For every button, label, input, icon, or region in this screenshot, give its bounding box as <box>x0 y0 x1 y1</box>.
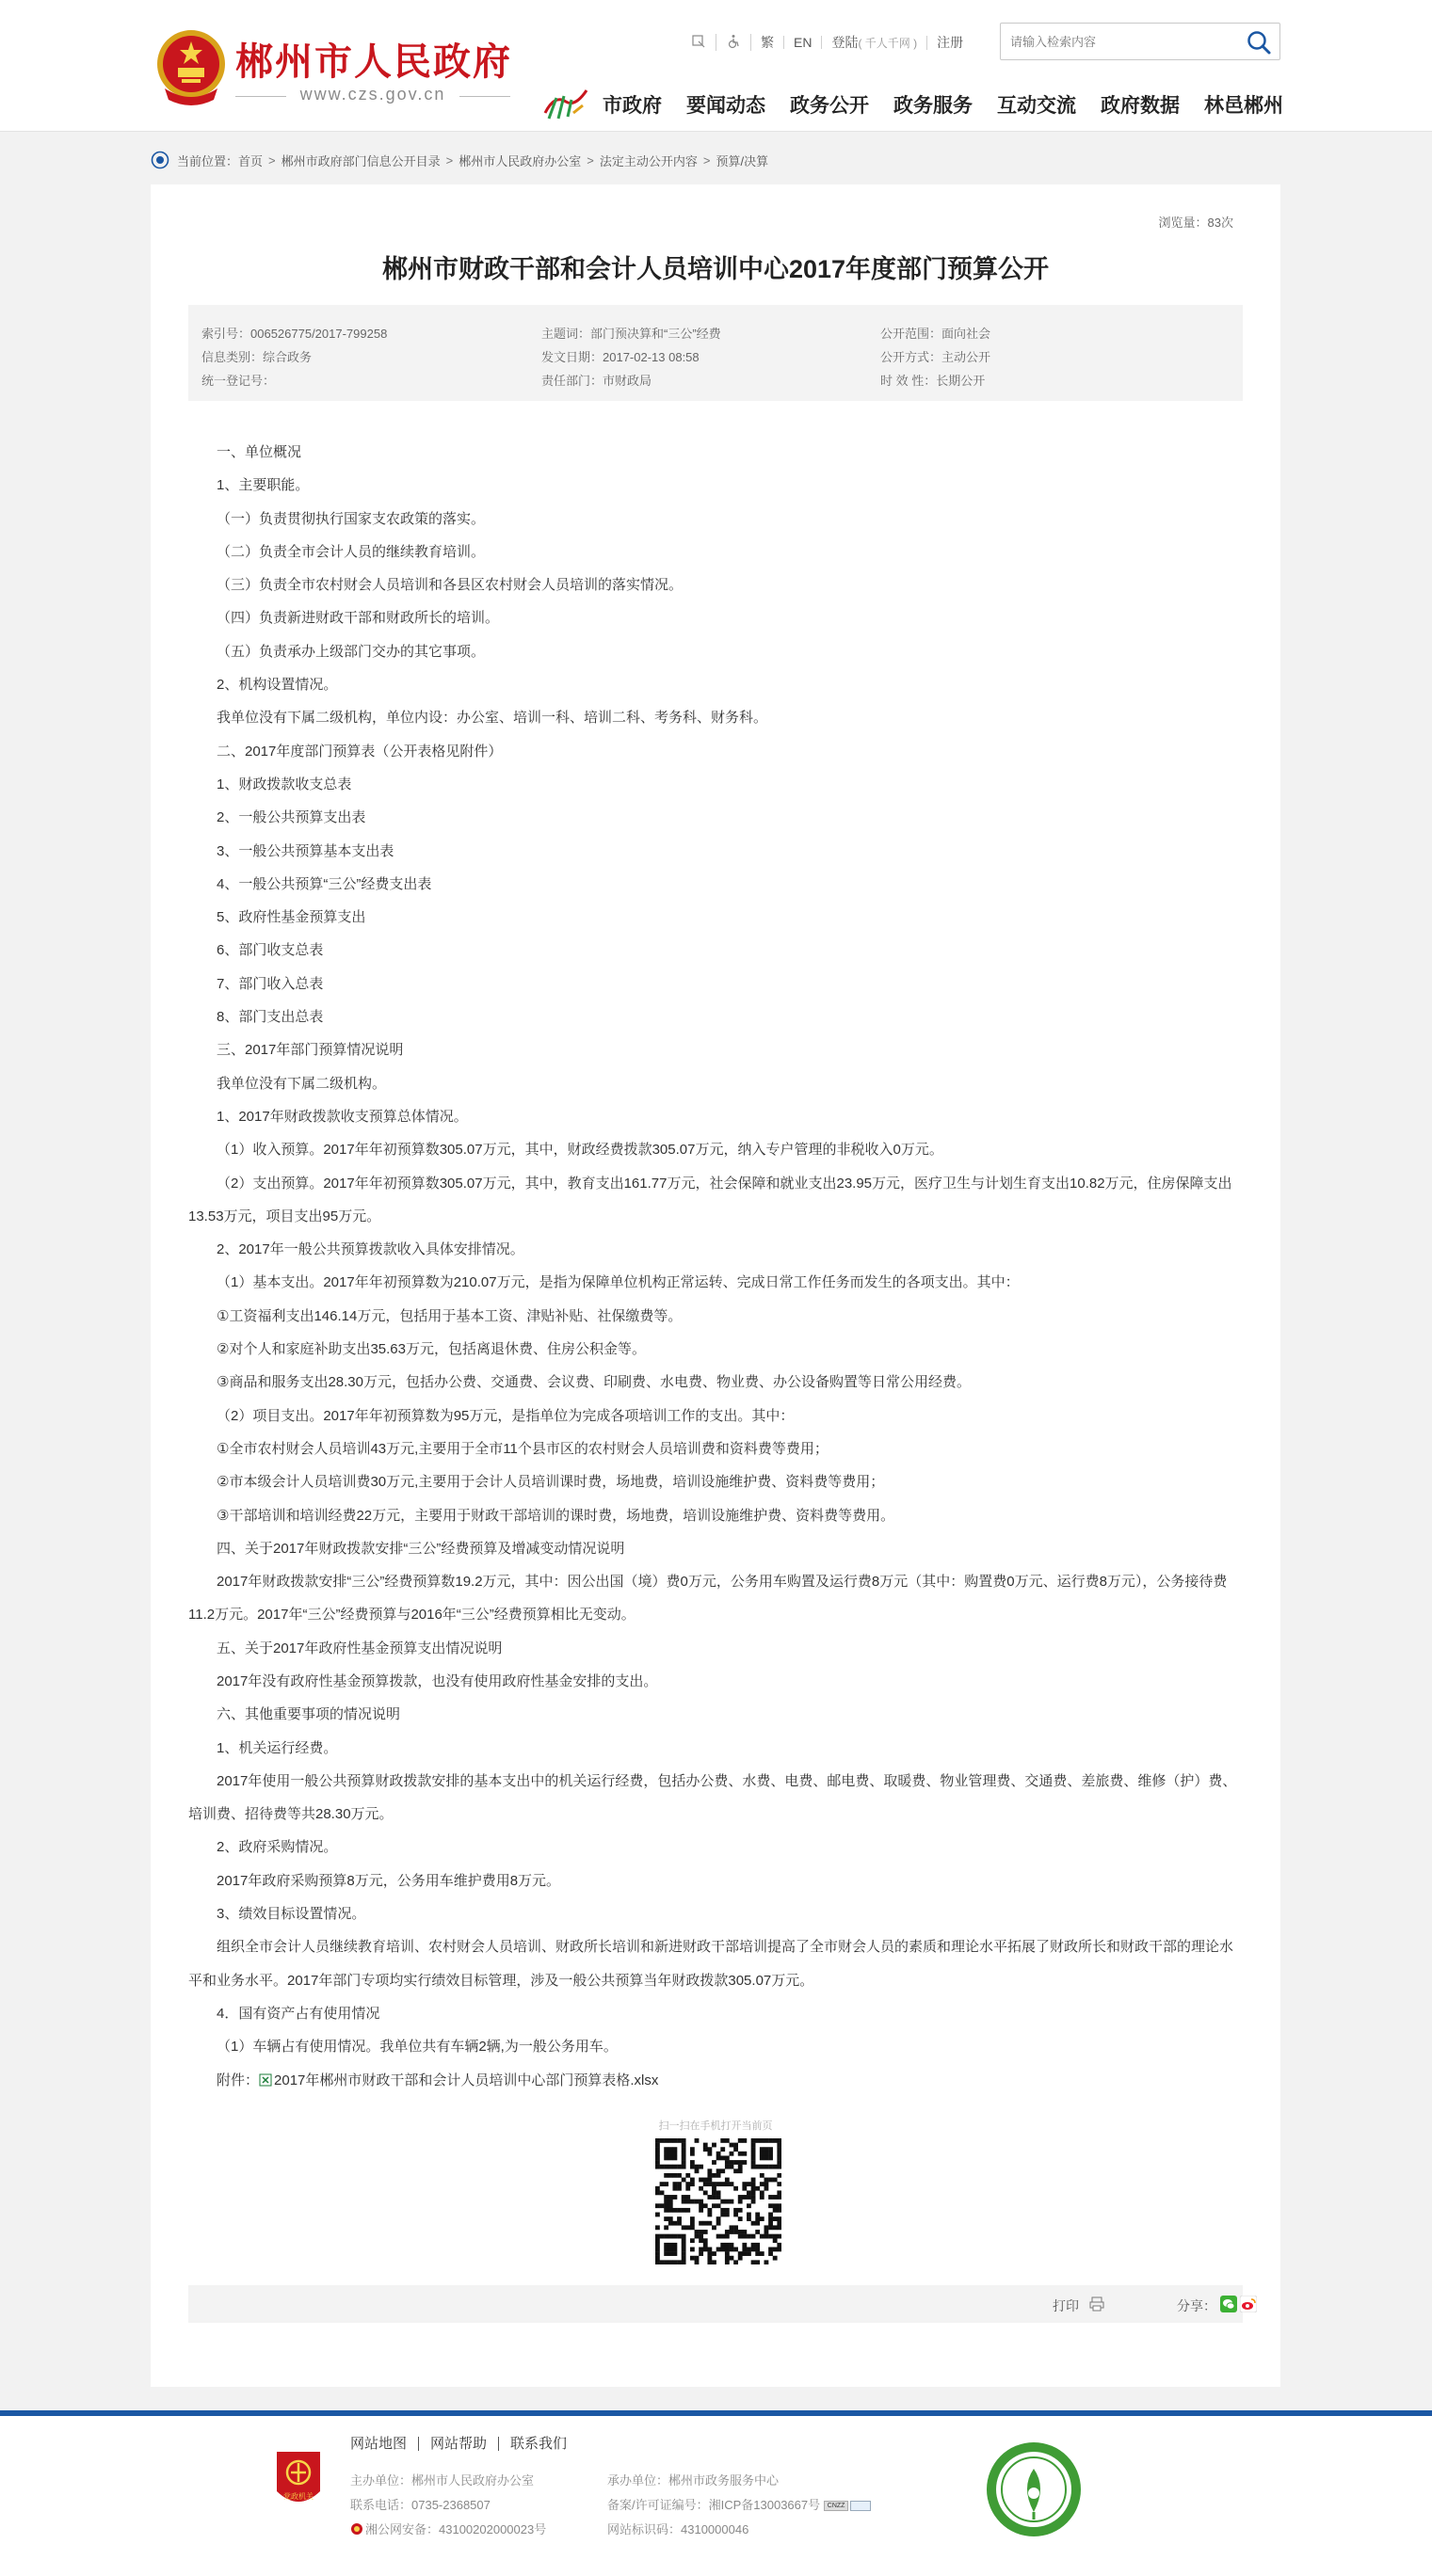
article-paragraph: 2、2017年一般公共预算拨款收入具体安排情况。 <box>217 1241 524 1258</box>
article-paragraph: 一、单位概况 <box>217 444 302 460</box>
police-badge-icon <box>350 2522 363 2536</box>
article-paragraph: 3、一般公共预算基本支出表 <box>217 842 394 859</box>
article-paragraph: （二）负责全市会计人员的继续教育培训。 <box>217 543 486 560</box>
article-paragraph: 我单位没有下属二级机构。 <box>217 1075 387 1092</box>
printer-icon[interactable] <box>1088 2296 1105 2312</box>
article-paragraph: ②对个人和家庭补助支出35.63万元，包括离退休费、住房公积金等。 <box>217 1341 646 1358</box>
article-paragraph: （四）负责新进财政干部和财政所长的培训。 <box>217 610 500 627</box>
article-paragraph: （三）负责全市农村财会人员培训和各县区农村财会人员培训的落实情况。 <box>217 577 684 594</box>
nav-item-linyi-chenzhou[interactable]: 林邑郴州 <box>1204 95 1283 117</box>
article-paragraph: 7、部门收入总表 <box>217 975 324 992</box>
traditional-chinese-link[interactable]: 繁 <box>751 36 784 49</box>
login-label[interactable]: 登陆 <box>831 34 859 50</box>
footer-sitemap-link[interactable]: 网站地图 <box>350 2437 419 2451</box>
article-paragraph: 三、2017年部门预算情况说明 <box>217 1042 404 1059</box>
article-body <box>188 436 1243 2097</box>
article-paragraph: 六、其他重要事项的情况说明 <box>217 1706 401 1723</box>
nav-item-gov-disclosure[interactable]: 政务公开 <box>790 95 869 117</box>
qr-code-icon <box>655 2138 781 2264</box>
breadcrumb-budget[interactable]: 预算/决算 <box>716 153 769 168</box>
article-paragraph: 二、2017年度部门预算表（公开表格见附件） <box>217 743 503 760</box>
article-paragraph: 3、绩效目标设置情况。 <box>217 1906 366 1923</box>
meta-reg-no: 统一登记号： <box>201 374 276 388</box>
article-paragraph: （1）基本支出。2017年年初预算数为210.07万元，是指为保障单位机构正常运转、完成日常工作任务而发生的各项支出。其中： <box>217 1274 1020 1291</box>
nav-item-city-government[interactable]: 市政府 <box>603 95 662 117</box>
article-paragraph: 组织全市会计人员继续教育培训、农村财会人员培训、财政所长培训和新进财政干部培训提高了全市财会人员的素质和理论水平拓展了财政所长和财政干部的理论水平和业务水平。2017年部门专项均实行绩效目标管理，涉及一般公共预算当年财政拨款305.07万元。 <box>188 1939 1234 1989</box>
breadcrumb <box>151 151 768 169</box>
accessibility-icon <box>691 34 706 49</box>
article-panel <box>151 184 1280 2387</box>
footer-contact-link[interactable]: 联系我们 <box>510 2436 568 2452</box>
badge-caption: 党政机关 <box>283 2492 314 2501</box>
nav-item-gov-data[interactable]: 政府数据 <box>1101 95 1180 117</box>
qr-caption: 扫一扫在手机打开当前页 <box>658 2120 773 2132</box>
site-url: www.czs.gov.cn <box>235 85 510 104</box>
article-paragraph: （2）支出预算。2017年年初预算数305.07万元，其中，教育支出161.77万元，社会保障和就业支出23.95万元，医疗卫生与计划生育支出10.82万元，住房保障支出13.53万元，项目支出95万元。 <box>188 1175 1232 1224</box>
article-paragraph: （1）收入预算。2017年年初预算数305.07万元，其中，财政经费拨款305.07万元，纳入专户管理的非税收入0万元。 <box>217 1142 943 1159</box>
search-box <box>1000 23 1280 60</box>
article-paragraph: 2、政府采购情况。 <box>217 1839 338 1856</box>
article-paragraph: 四、关于2017年财政拨款安排“三公”经费预算及增减变动情况说明 <box>217 1540 625 1557</box>
footer-icp[interactable] <box>607 2495 871 2513</box>
article-meta <box>188 305 1243 401</box>
icp-text: 备案/许可证编号：湘ICP备13003667号 <box>607 2498 821 2512</box>
breadcrumb-separator: > <box>445 152 454 168</box>
party-government-badge-icon[interactable] <box>273 2450 324 2512</box>
nav-item-interaction[interactable]: 互动交流 <box>997 95 1076 117</box>
article-title: 郴州市财政干部和会计人员培训中心2017年度部门预算公开 <box>381 255 1050 283</box>
wheelchair-icon <box>726 34 741 49</box>
article-paragraph: （一）负责贯彻执行国家支农政策的落实。 <box>217 510 486 527</box>
weibo-icon[interactable] <box>1240 2296 1257 2312</box>
view-count: 浏览量：83次 <box>1158 216 1233 230</box>
breadcrumb-separator: > <box>702 152 711 168</box>
site-header <box>0 0 1432 132</box>
footer-links <box>350 2437 578 2451</box>
nav-logo-icon <box>541 85 590 120</box>
print-button[interactable]: 打印 <box>1053 2298 1079 2313</box>
wechat-icon[interactable] <box>1220 2296 1237 2312</box>
meta-dept: 责任部门：市财政局 <box>541 374 652 388</box>
breadcrumb-statutory[interactable]: 法定主动公开内容 <box>599 153 698 168</box>
article-paragraph: ①全市农村财会人员培训43万元,主要用于全市11个县市区的农村财会人员培训费和资料费等费用； <box>217 1440 829 1457</box>
meta-method: 公开方式：主动公开 <box>880 350 991 364</box>
article-paragraph: ③干部培训和培训经费22万元，主要用于财政干部培训的课时费，场地费，培训设施维护费、资料费等费用。 <box>217 1507 895 1524</box>
login-note: ( 千人千网 ) <box>858 36 918 50</box>
article-paragraph: 1、财政拨款收支总表 <box>217 776 352 792</box>
article-paragraph: 2017年财政拨款安排“三公”经费预算数19.2万元，其中：因公出国（境）费0万元，公务用车购置及运行费8万元（其中：购置费0万元、运行费8万元），公务接待费11.2万元。2017年“三公”经费预算与2016年“三公”经费预算相比无变动。 <box>188 1574 1228 1624</box>
main-nav <box>603 90 1308 119</box>
civilization-website-badge-icon[interactable] <box>985 2440 1083 2538</box>
article-paragraph: 5、政府性基金预算支出 <box>217 909 366 926</box>
article-paragraph: ②市本级会计人员培训费30万元,主要用于会计人员培训课时费，场地费，培训设施维护费、资料费等费用； <box>217 1474 885 1491</box>
national-emblem-icon[interactable] <box>155 26 227 105</box>
article-paragraph: 1、2017年财政拨款收支预算总体情况。 <box>217 1108 468 1125</box>
article-paragraph: 2、机构设置情况。 <box>217 677 338 694</box>
location-pin-icon <box>151 151 169 169</box>
breadcrumb-directory[interactable]: 郴州市政府部门信息公开目录 <box>281 153 441 168</box>
article-paragraph: 五、关于2017年政府性基金预算支出情况说明 <box>217 1640 503 1656</box>
site-footer <box>0 2416 1432 2576</box>
nav-item-news[interactable]: 要闻动态 <box>686 95 765 117</box>
article-paragraph: 6、部门收支总表 <box>217 942 324 959</box>
attachment-label: 附件： <box>217 2072 260 2088</box>
footer-sponsor: 主办单位：郴州市人民政府办公室 <box>350 2473 535 2488</box>
article-toolbar <box>188 2285 1243 2323</box>
article-paragraph: 1、主要职能。 <box>217 477 310 494</box>
breadcrumb-separator: > <box>587 152 594 168</box>
footer-phone: 联系电话：0735-2368507 <box>350 2498 491 2512</box>
article-paragraph: ①工资福利支出146.14万元，包括用于基本工资、津贴补贴、社保缴费等。 <box>217 1307 683 1324</box>
excel-file-icon <box>259 2073 272 2087</box>
meta-date: 发文日期：2017-02-13 08:58 <box>541 350 700 364</box>
nav-item-gov-services[interactable]: 政务服务 <box>893 95 973 117</box>
article-paragraph: 4、一般公共预算“三公”经费支出表 <box>217 875 432 892</box>
meta-scope: 公开范围：面向社会 <box>880 327 991 341</box>
footer-organizer: 承办单位：郴州市政务服务中心 <box>607 2473 780 2488</box>
police-record-text: 湘公网安备：43100202000023号 <box>365 2522 547 2536</box>
article-paragraph: （1）车辆占有使用情况。我单位共有车辆2辆,为一般公务用车。 <box>217 2039 618 2056</box>
footer-help-link[interactable]: 网站帮助 <box>419 2437 499 2451</box>
statistics-badge-icon[interactable] <box>850 2501 871 2511</box>
login-link[interactable] <box>822 36 927 50</box>
attachment-row <box>188 2064 1243 2097</box>
article-paragraph: ③商品和服务支出28.30万元，包括办公费、交通费、会议费、印刷费、水电费、物业费、办公设备购置等日常公用经费。 <box>217 1374 971 1391</box>
search-icon[interactable] <box>1246 29 1272 56</box>
breadcrumb-office[interactable]: 郴州市人民政府办公室 <box>459 153 582 168</box>
site-title[interactable]: 郴州市人民政府 <box>235 40 512 83</box>
top-links <box>682 32 973 53</box>
article-paragraph: 1、机关运行经费。 <box>217 1739 338 1756</box>
english-link[interactable]: EN <box>784 36 822 49</box>
article-paragraph: 2017年政府采购预算8万元，公务用车维护费用8万元。 <box>217 1872 561 1889</box>
meta-category: 信息类别：综合政务 <box>201 350 313 364</box>
breadcrumb-home[interactable]: 首页 <box>238 153 264 168</box>
meta-validity: 时 效 性：长期公开 <box>880 374 986 388</box>
search-input[interactable] <box>1001 24 1227 59</box>
article-paragraph: 4．国有资产占有使用情况 <box>217 2005 380 2022</box>
breadcrumb-label: 当前位置： <box>177 153 239 168</box>
meta-keywords: 主题词：部门预决算和“三公”经费 <box>541 327 721 341</box>
share-label: 分享： <box>1177 2298 1216 2313</box>
footer-police-record[interactable] <box>350 2520 546 2537</box>
article-paragraph: （2）项目支出。2017年年初预算数为95万元，是指单位为完成各项培训工作的支出。其中： <box>217 1407 795 1424</box>
accessibility-link[interactable] <box>682 34 716 51</box>
article-paragraph: 8、部门支出总表 <box>217 1009 324 1026</box>
register-link[interactable]: 注册 <box>937 35 964 50</box>
attachment-link[interactable]: 2017年郴州市财政干部和会计人员培训中心部门预算表格.xlsx <box>274 2072 659 2088</box>
meta-index-no: 索引号：006526775/2017-799258 <box>201 327 388 341</box>
article-paragraph: 2017年使用一般公共预算财政拨款安排的基本支出中的机关运行经费，包括办公费、水费、电费、邮电费、取暖费、物业管理费、交通费、差旅费、维修（护）费、培训费、招待费等共28.30万元。 <box>188 1772 1237 1823</box>
footer-site-id: 网站标识码：4310000046 <box>607 2522 749 2536</box>
cnzz-badge[interactable]: CNZZ <box>824 2501 848 2511</box>
article-paragraph: 我单位没有下属二级机构，单位内设：办公室、培训一科、培训二科、考务科、财务科。 <box>217 710 768 727</box>
article-paragraph: （五）负责承办上级部门交办的其它事项。 <box>217 643 486 660</box>
article-paragraph: 2017年没有政府性基金预算拨款，也没有使用政府性基金安排的支出。 <box>217 1672 658 1689</box>
article-paragraph: 2、一般公共预算支出表 <box>217 809 366 826</box>
breadcrumb-separator: > <box>268 152 276 168</box>
elder-mode-link[interactable] <box>716 34 751 51</box>
